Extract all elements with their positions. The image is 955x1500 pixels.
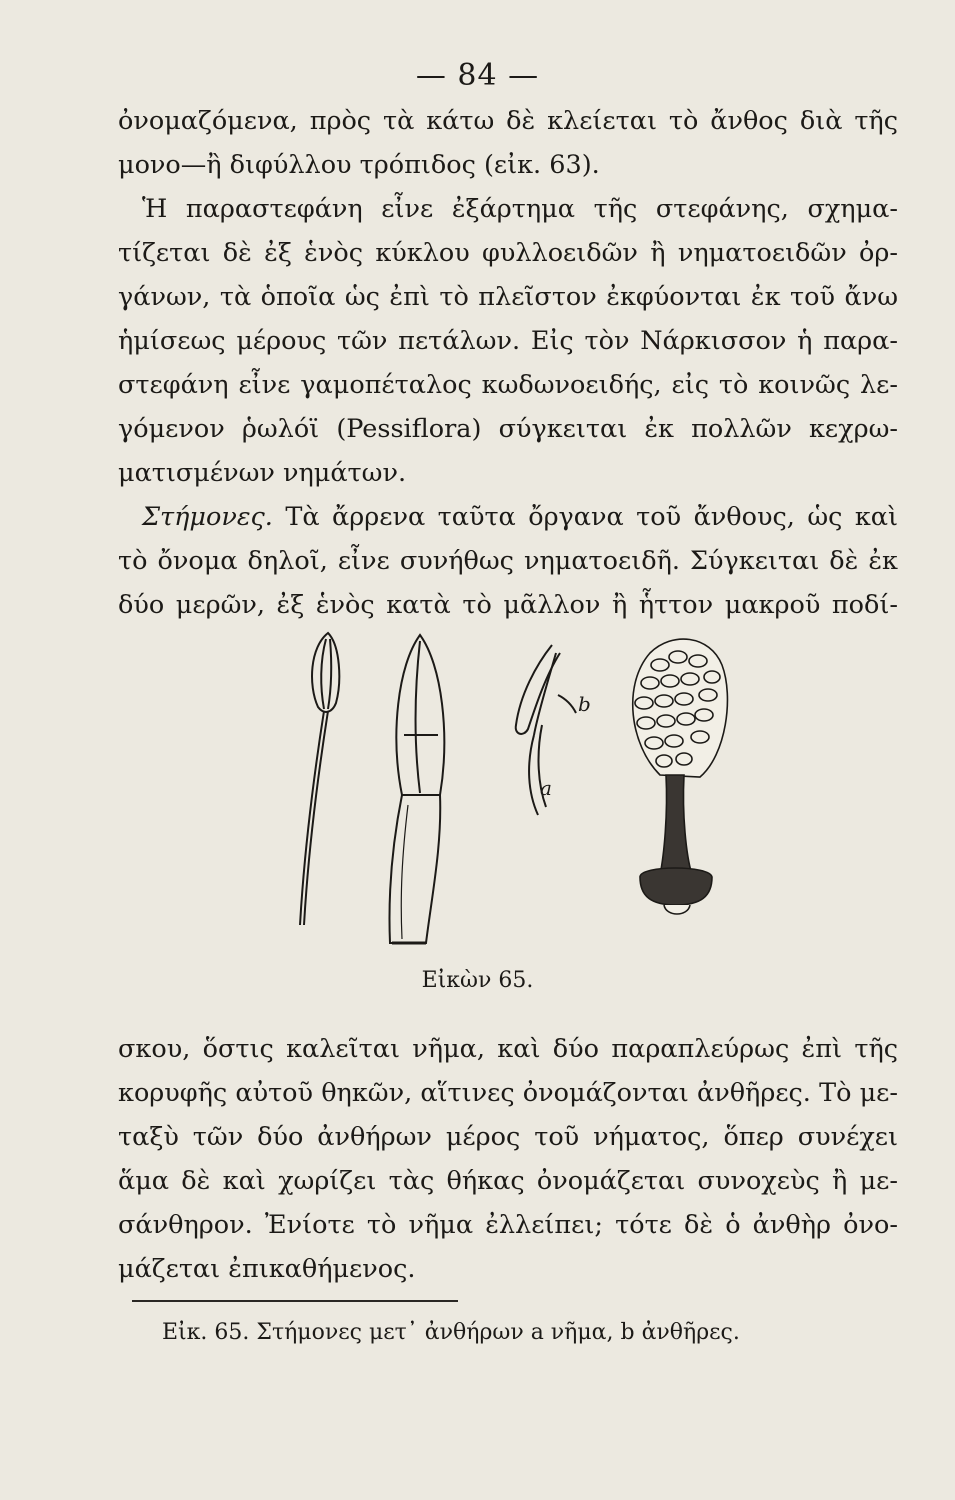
text-line — [118, 496, 898, 538]
text-line: ματισμένων νημάτων. — [118, 458, 407, 488]
text-line: ταξὺ τῶν δύο ἀνθήρων μέρος τοῦ νήματος, ὅπερ συνέχει — [118, 1122, 898, 1152]
stamen-illustration — [280, 625, 940, 955]
page-number: — 84 — — [415, 58, 540, 93]
text-line: σάνθηρον. Ἐνίοτε τὸ νῆμα ἐλλείπει; τότε δὲ ὁ ἀνθὴρ ὀνο- — [118, 1210, 898, 1240]
text-line: σκου, ὅστις καλεῖται νῆμα, καὶ δύο παραπλεύρως ἐπὶ τῆς — [118, 1034, 898, 1064]
text-span: Τὰ ἄρρενα ταῦτα ὄργανα τοῦ ἄνθους, ὡς καὶ — [285, 502, 898, 532]
text-line: μονο—ἢ διφύλλου τρόπιδος (εἰκ. 63). — [118, 150, 600, 180]
text-line: ὀνομαζόμενα, πρὸς τὰ κάτω δὲ κλείεται τὸ ἄνθος διὰ τῆς — [118, 106, 898, 136]
stamen-lanceolate-drawing — [390, 635, 445, 943]
text-line: ἅμα δὲ καὶ χωρίζει τὰς θήκας ὀνομάζεται συνοχεὺς ἢ με- — [118, 1166, 898, 1196]
text-line: τὸ ὄνομα δηλοῖ, εἶνε συνήθως νηματοειδῆ. Σύγκειται δὲ ἐκ — [118, 546, 898, 576]
footnote-rule — [132, 1300, 458, 1302]
stamen-drawing — [280, 625, 940, 955]
text-line: στεφάνη εἶνε γαμοπέταλος κωδωνοειδής, εἰς τὸ κοινῶς λε- — [118, 370, 898, 400]
text-line: γάνων, τὰ ὁποῖα ὡς ἐπὶ τὸ πλεῖστον ἐκφύονται ἐκ τοῦ ἄνω — [118, 282, 898, 312]
stamen-slender-drawing — [300, 633, 339, 925]
text-line: τίζεται δὲ ἐξ ἑνὸς κύκλου φυλλοειδῶν ἢ νηματοειδῶν ὀρ- — [118, 238, 898, 268]
section-heading: Στήμονες. — [142, 502, 273, 532]
text-line: ἡμίσεως μέρους τῶν πετάλων. Εἰς τὸν Νάρκισσον ἡ παρα- — [118, 326, 898, 356]
text-line: γόμενον ῥωλόϊ (Pessiflora) σύγκειται ἐκ πολλῶν κεχρω- — [118, 414, 898, 444]
text-line: κορυφῆς αὐτοῦ θηκῶν, αἵτινες ὀνομάζονται ἀνθῆρες. Τὸ με- — [118, 1078, 898, 1108]
figure-label: Εἰκὼν 65. — [421, 968, 534, 993]
text-line: μάζεται ἐπικαθήμενος. — [118, 1254, 416, 1284]
label-b: b — [578, 692, 591, 716]
footnote: Εἰκ. 65. Στήμονες μετ᾽ ἀνθήρων a νῆμα, b ἀνθῆρες. — [162, 1320, 740, 1345]
text-line: Ἡ παραστεφάνη εἶνε ἐξάρτημα τῆς στεφάνης, σχημα- — [142, 194, 898, 224]
label-a: a — [540, 776, 552, 800]
text-line: δύο μερῶν, ἐξ ἑνὸς κατὰ τὸ μᾶλλον ἢ ἧττον μακροῦ ποδί- — [118, 590, 898, 620]
stamen-cluster-drawing — [633, 639, 728, 914]
